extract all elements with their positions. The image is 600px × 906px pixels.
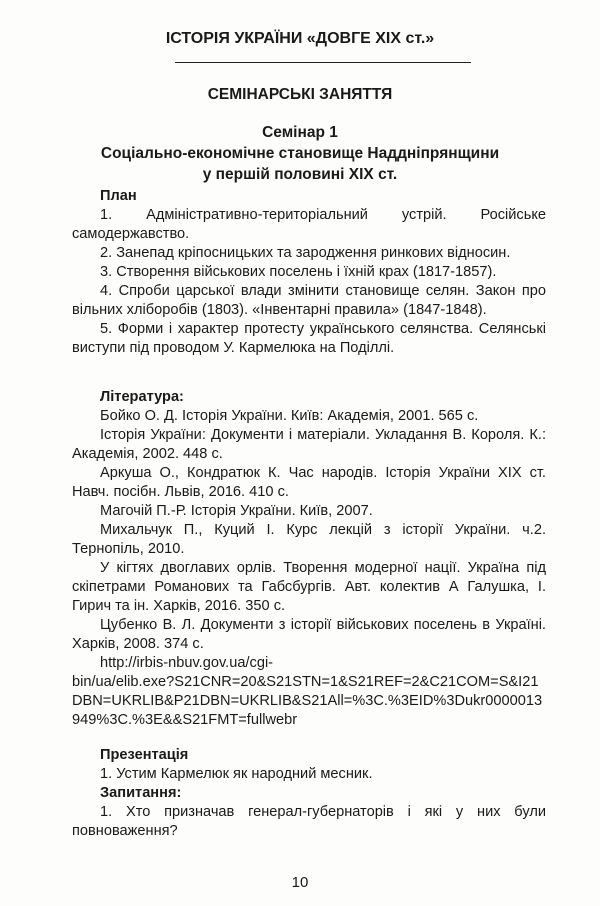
presentation-item: 1. Устим Кармелюк як народний месник. — [100, 766, 373, 782]
page-number: 10 — [291, 874, 309, 891]
seminar-heading — [0, 122, 600, 185]
literature-item: Магочій П.-Р. Історія України. Київ, 2007. — [100, 503, 373, 519]
seminar-title-line2: у першій половині ХІХ ст. — [202, 166, 398, 183]
plan-item: 4. Спроби царської влади змінити становище селян. Закон про вільних хліборобів (1803). «Інвентарні правила» (1847-1848). — [72, 283, 546, 318]
literature-item: У кігтях двоглавих орлів. Творення модерної нації. Україна під скіпетрами Романових та Габсбургів. Авт. колектив А Галушка, І. Гирич та ін. Харків, 2016. 350 с. — [72, 560, 546, 614]
literature-item: Бойко О. Д. Історія України. Київ: Академія, 2001. 565 с. — [100, 408, 479, 424]
plan-heading: План — [100, 188, 137, 204]
plan-section — [72, 187, 546, 358]
header-rule — [175, 62, 471, 63]
literature-heading: Література: — [100, 389, 184, 405]
running-title: ІСТОРІЯ УКРАЇНИ «ДОВГЕ ХІХ ст.» — [165, 30, 435, 47]
presentation-heading: Презентація — [100, 747, 189, 763]
literature-item: Михальчук П., Куций І. Курс лекцій з історії України. ч.2. Тернопіль, 2010. — [72, 522, 546, 557]
question-item: 1. Хто призначав генерал-губернаторів і які у них були повноваження? — [72, 804, 546, 839]
page-body — [0, 122, 600, 841]
plan-item: 5. Форми і характер протесту українського селянства. Селянські виступи під проводом У. Кармелюка на Поділлі. — [72, 321, 546, 356]
questions-heading: Запитання: — [100, 785, 182, 801]
literature-item: Цубенко В. Л. Документи з історії військових поселень в Україні. Харків, 2008. 374 с. — [72, 617, 546, 652]
section-title: СЕМІНАРСЬКІ ЗАНЯТТЯ — [207, 86, 393, 103]
plan-item: 3. Створення військових поселень і їхній крах (1817-1857). — [100, 264, 497, 280]
url-line1: http://irbis-nbuv.gov.ua/cgi- — [100, 655, 274, 671]
seminar-title-line1: Соціально-економічне становище Наддніпрянщини — [100, 145, 500, 162]
literature-item: Історія України: Документи і матеріали. Укладання В. Короля. К.: Академія, 2002. 448 с. — [72, 427, 546, 462]
url-rest: bin/ua/elib.exe?S21CNR=20&S21STN=1&S21REF=2&C21COM=S&I21DBN=UKRLIB&P21DBN=UKRLIB&S21All=%3C.%3EID%3Dukr0000013949%3C.%3E&&S21FMT=fullwebr — [72, 674, 543, 728]
plan-item: 2. Занепад кріпосницьких та зародження ринкових відносин. — [100, 245, 511, 261]
literature-url[interactable] — [72, 654, 546, 730]
literature-item: Аркуша О., Кондратюк К. Час народів. Історія України ХІХ ст. Навч. посібн. Львів, 2016. 410 с. — [72, 465, 546, 500]
presentation-section — [72, 746, 546, 841]
plan-item: 1. Адміністративно-територіальний устрій. Російське самодержавство. — [72, 207, 546, 242]
literature-section — [72, 388, 546, 730]
seminar-number: Семінар 1 — [262, 124, 338, 141]
